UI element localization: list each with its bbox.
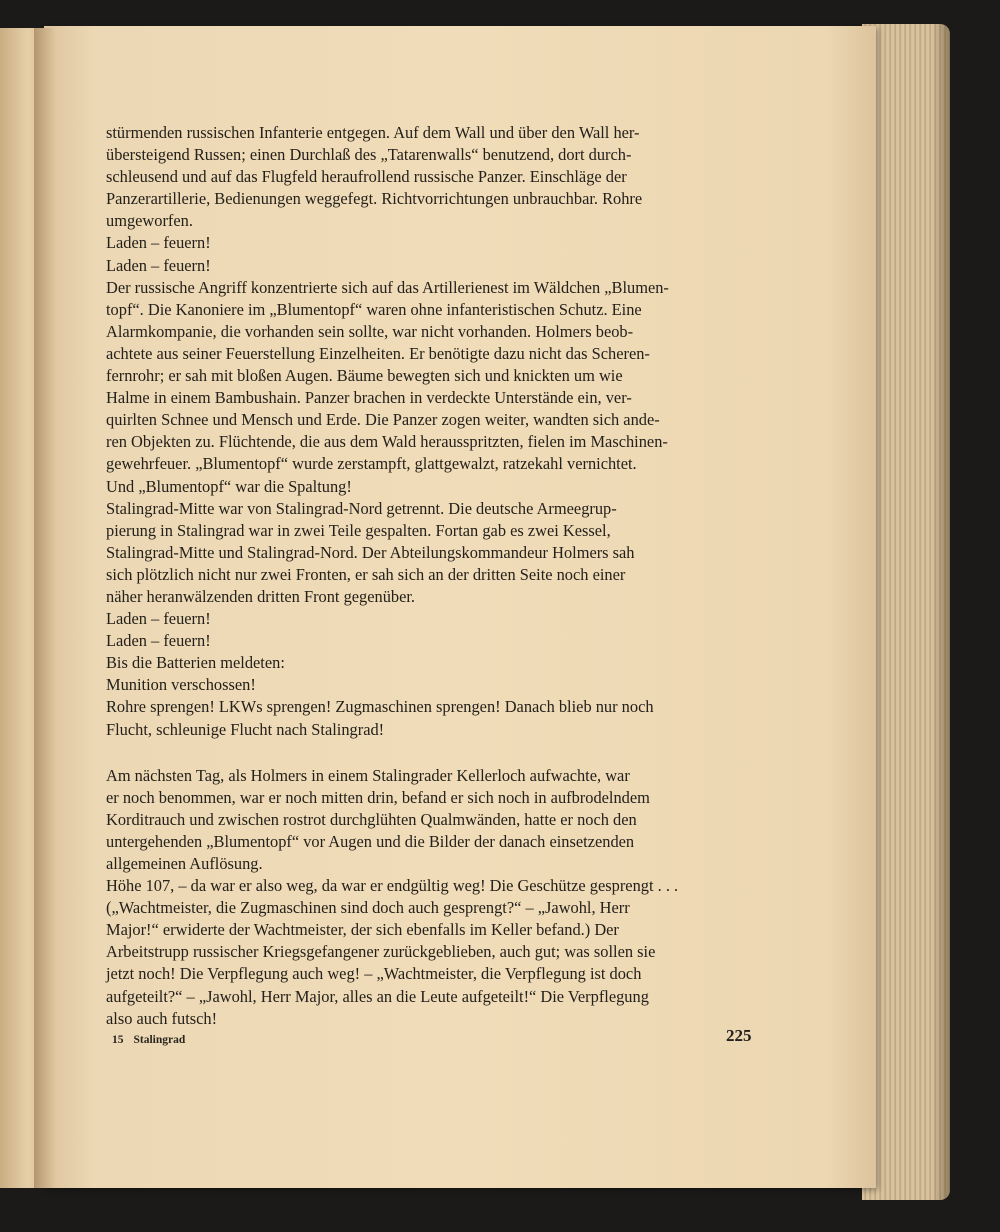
text-line: allgemeinen Auflösung. [106, 854, 263, 873]
text-line: er noch benommen, war er noch mitten drin, befand er sich noch in aufbrodelndem [106, 787, 650, 807]
text-line: Arbeitstrupp russischer Kriegsgefangener zurückgeblieben, auch gut; was sollen sie [106, 942, 656, 962]
text-line: stürmenden russischen Infanterie entgegen. Auf dem Wall und über den Wall her- [106, 123, 640, 142]
text-line: Stalingrad-Mitte war von Stalingrad-Nord getrennt. Die deutsche Armeegrup- [106, 498, 617, 518]
text-line: Laden – feuern! [106, 631, 211, 651]
text-line: Korditrauch und zwischen rostrot durchglühten Qualmwänden, hatte er noch den [106, 809, 637, 829]
text-line: sich plötzlich nicht nur zwei Fronten, er sah sich an der dritten Seite noch einer [106, 564, 626, 584]
text-line: Alarmkompanie, die vorhanden sein sollte, war nicht vorhanden. Holmers beob- [106, 321, 634, 341]
text-line: Munition verschossen! [106, 675, 256, 695]
text-line: näher heranwälzenden dritten Front gegenüber. [106, 586, 416, 606]
text-line: Halme in einem Bambushain. Panzer brachen in verdeckte Unterstände ein, ver- [106, 388, 632, 408]
text-line: aufgeteilt?“ – „Jawohl, Herr Major, alles an die Leute aufgeteilt!“ Die Verpflegung [106, 986, 649, 1006]
signature-mark [112, 1034, 185, 1046]
text-line: Laden – feuern! [106, 255, 211, 275]
text-line: Am nächsten Tag, als Holmers in einem Stalingrader Kellerloch aufwachte, war [106, 765, 630, 785]
text-line: topf“. Die Kanoniere im „Blumentopf“ waren ohne infanteristischen Schutz. Eine [106, 299, 642, 319]
text-line: Der russische Angriff konzentrierte sich auf das Artillerienest im Wäldchen „Blumen- [106, 277, 669, 297]
text-line: Laden – feuern! [106, 609, 211, 629]
paragraph-gap [106, 741, 754, 765]
text-line: („Wachtmeister, die Zugmaschinen sind doch auch gesprengt?“ – „Jawohl, Herr [106, 898, 630, 918]
text-line: Und „Blumentopf“ war die Spaltung! [106, 476, 352, 496]
book-gutter [34, 28, 56, 1188]
text-line: Stalingrad-Mitte und Stalingrad-Nord. Der Abteilungskommandeur Holmers sah [106, 542, 635, 562]
signature-number: 15 [112, 1034, 124, 1046]
text-line: Panzerartillerie, Bedienungen weggefegt. Richtvorrichtungen unbrauchbar. Rohre [106, 189, 643, 209]
page-number: 225 [726, 1026, 752, 1045]
signature-title: Stalingrad [133, 1034, 186, 1046]
text-line: schleusend und auf das Flugfeld heraufrollend russische Panzer. Einschläge der [106, 167, 627, 187]
text-line: Höhe 107, – da war er also weg, da war er endgültig weg! Die Geschütze gesprengt . . . [106, 876, 679, 896]
text-line: quirlten Schnee und Mensch und Erde. Die Panzer zogen weiter, wandten sich ande- [106, 410, 660, 430]
text-line: untergehenden „Blumentopf“ vor Augen und die Bilder der danach einsetzenden [106, 831, 635, 851]
text-line: Bis die Batterien meldeten: [106, 653, 285, 673]
text-line: Rohre sprengen! LKWs sprengen! Zugmaschinen sprengen! Danach blieb nur noch [106, 697, 654, 717]
text-line: übersteigend Russen; einen Durchlaß des „Tatarenwalls“ benutzend, dort durch- [106, 145, 632, 165]
text-line: ren Objekten zu. Flüchtende, die aus dem Wald herausspritzten, fielen im Maschinen- [106, 432, 668, 452]
book-page [44, 26, 876, 1188]
text-line: fernrohr; er sah mit bloßen Augen. Bäume bewegten sich und knickten um wie [106, 366, 623, 386]
text-line: gewehrfeuer. „Blumentopf“ wurde zerstampft, glattgewalzt, ratzekahl vernichtet. [106, 454, 637, 474]
text-line: achtete aus seiner Feuerstellung Einzelheiten. Er benötigte dazu nicht das Scheren- [106, 343, 650, 363]
text-line: Major!“ erwiderte der Wachtmeister, der sich ebenfalls im Keller befand.) Der [106, 920, 619, 940]
text-line: umgeworfen. [106, 211, 193, 231]
text-line: also auch futsch! [106, 1008, 218, 1028]
text-line: pierung in Stalingrad war in zwei Teile gespalten. Fortan gab es zwei Kessel, [106, 520, 611, 540]
text-line: Flucht, schleunige Flucht nach Stalingrad! [106, 719, 385, 739]
text-line: Laden – feuern! [106, 233, 211, 253]
body-text [106, 122, 754, 1030]
text-line: jetzt noch! Die Verpflegung auch weg! – „Wachtmeister, die Verpflegung ist doch [106, 964, 642, 984]
